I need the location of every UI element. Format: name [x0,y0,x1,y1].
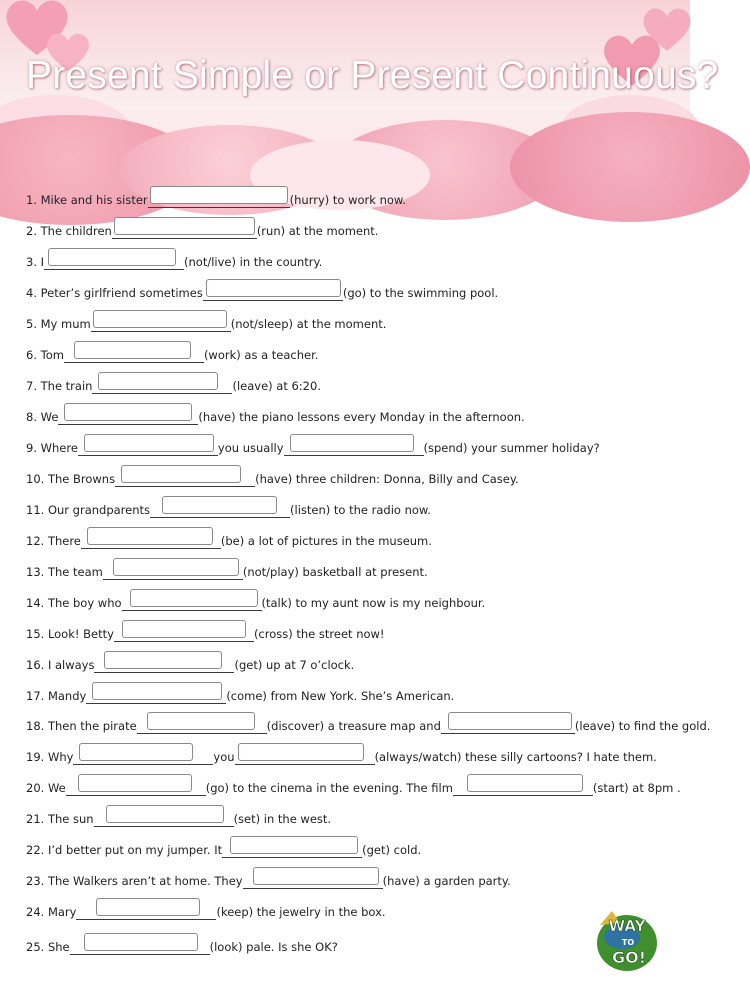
exercise-row [26,310,386,332]
exercise-row [26,836,421,858]
exercise-text: 18. Then the pirate [26,719,137,733]
exercise-text: 21. The sun [26,812,94,826]
exercise-row [26,620,385,642]
exercise-text: (talk) to my aunt now is my neighbour. [261,596,486,610]
answer-blank [112,217,257,239]
exercise-text: 13. The team [26,565,103,579]
answer-input[interactable] [79,743,193,761]
exercise-text: (always/watch) these silly cartoons? I hate them. [374,750,657,764]
exercise-text: 14. The boy who [26,596,122,610]
exercise-text: 1. Mike and his sister [26,193,148,207]
logo-text: GO! [611,948,647,967]
exercise-text: (keep) the jewelry in the box. [216,905,386,919]
exercise-row [26,279,498,301]
answer-input[interactable] [84,933,198,951]
exercise-text: (spend) your summer holiday? [423,441,600,455]
way-to-go-logo [592,905,662,975]
exercise-text: 3. I [26,255,45,269]
exercise-text: 23. The Walkers aren’t at home. They [26,874,243,888]
answer-blank [64,341,204,363]
exercise-text: 5. My mum [26,317,91,331]
answer-input[interactable] [206,279,341,297]
exercise-row [26,867,511,889]
answer-input[interactable] [253,867,379,885]
answer-blank [44,248,184,270]
exercise-text: (get) cold. [362,843,422,857]
exercise-text: you [213,750,235,764]
exercise-text: 11. Our grandparents [26,503,151,517]
exercise-text: 17. Mandy [26,689,87,703]
logo-text: TO [621,938,635,947]
exercise-row [26,217,378,239]
exercise-text: 19. Why [26,750,74,764]
answer-blank [94,651,234,673]
exercise-text: (get) up at 7 o’clock. [234,658,355,672]
answer-blank [78,434,218,456]
answer-input[interactable] [238,743,364,761]
exercise-text: (leave) at 6:20. [232,379,321,393]
answer-input[interactable] [74,341,191,359]
answer-input[interactable] [467,774,583,792]
exercise-row [26,933,338,955]
answer-blank [284,434,424,456]
exercise-row [26,496,431,518]
answer-blank [58,403,198,425]
answer-blank [114,620,254,642]
exercise-text: (have) three children: Donna, Billy and Casey. [255,472,519,486]
answer-blank [150,496,290,518]
exercise-text: 9. Where [26,441,78,455]
exercise-row [26,651,354,673]
exercise-text: (go) to the swimming pool. [342,286,499,300]
answer-input[interactable] [150,186,288,204]
answer-blank [441,712,575,734]
header-banner [0,0,719,174]
exercise-text: 16. I always [26,658,95,672]
exercise-text: 6. Tom [26,348,64,362]
answer-input[interactable] [122,620,246,638]
answer-blank [73,743,213,765]
exercise-text: (set) in the west. [233,812,332,826]
answer-input[interactable] [93,310,227,328]
exercise-text: (listen) to the radio now. [290,503,431,517]
answer-input[interactable] [147,712,255,730]
answer-input[interactable] [130,589,258,607]
exercise-text: (cross) the street now! [253,627,385,641]
exercise-text: (hurry) to work now. [289,193,406,207]
heart-balloon-icon [640,4,694,54]
answer-blank [94,805,234,827]
exercise-row [26,341,318,363]
answer-blank [453,774,593,796]
answer-blank [243,867,383,889]
exercise-text: (discover) a treasure map and [266,719,441,733]
exercise-text: (go) to the cinema in the evening. The film [205,781,453,795]
exercise-row [26,898,386,920]
answer-blank [66,774,206,796]
exercise-row [26,248,322,270]
exercise-row [26,805,331,827]
exercise-text: (leave) to find the gold. [574,719,711,733]
exercise-text: 4. Peter’s girlfriend sometimes [26,286,203,300]
exercise-text: (have) the piano lessons every Monday in the afternoon. [198,410,525,424]
exercise-text: 10. The Browns [26,472,116,486]
exercise-text: 8. We [26,410,59,424]
exercise-text: (look) pale. Is she OK? [209,940,338,954]
exercise-text: 20. We [26,781,66,795]
answer-input[interactable] [290,434,414,452]
answer-input[interactable] [448,712,572,730]
exercise-row [26,774,681,796]
exercise-row [26,743,657,765]
answer-blank [92,372,232,394]
answer-input[interactable] [48,248,176,266]
answer-blank [148,186,290,208]
answer-input[interactable] [113,558,239,576]
exercise-text: (not/live) in the country. [184,255,323,269]
answer-blank [235,743,375,765]
exercise-text: (not/play) basketball at present. [242,565,428,579]
answer-blank [103,558,243,580]
exercise-row [26,434,600,456]
answer-blank [222,836,362,858]
exercise-text: (have) a garden party. [382,874,511,888]
exercise-row [26,186,406,208]
exercise-text: 25. She [26,940,70,954]
exercise-text: 24. Mary [26,905,77,919]
answer-blank [70,933,210,955]
answer-blank [86,682,226,704]
exercise-row [26,589,485,611]
exercise-text: 2. The children [26,224,112,238]
exercise-text: 7. The train [26,379,93,393]
answer-input[interactable] [92,682,222,700]
answer-blank [122,589,262,611]
exercise-text: you usually [217,441,284,455]
answer-input[interactable] [121,465,241,483]
exercise-row [26,372,321,394]
answer-input[interactable] [64,403,192,421]
logo-text: WAY [608,917,646,935]
answer-input[interactable] [162,496,277,514]
answer-input[interactable] [78,774,192,792]
answer-blank [115,465,255,487]
answer-blank [91,310,231,332]
answer-input[interactable] [230,836,358,854]
answer-blank [137,712,267,734]
answer-blank [81,527,221,549]
exercise-row [26,682,454,704]
answer-input[interactable] [96,898,200,916]
exercise-text: (be) a lot of pictures in the museum. [220,534,432,548]
exercise-text: (not/sleep) at the moment. [230,317,387,331]
answer-blank [203,279,343,301]
answer-input[interactable] [114,217,255,235]
answer-input[interactable] [106,805,224,823]
exercise-row [26,403,525,425]
exercise-text: (run) at the moment. [256,224,379,238]
exercise-text: 12. There [26,534,81,548]
exercise-text: (start) at 8pm . [592,781,681,795]
exercise-text: (come) from New York. She’s American. [226,689,455,703]
exercise-text: 22. I’d better put on my jumper. It [26,843,223,857]
answer-input[interactable] [98,372,218,390]
answer-blank [76,898,216,920]
exercise-text: 15. Look! Betty [26,627,114,641]
answer-input[interactable] [84,434,214,452]
answer-input[interactable] [104,651,222,669]
exercise-row [26,527,432,549]
banner-cloud [510,112,750,222]
worksheet-title: Present Simple or Present Continuous? [26,54,719,97]
exercise-row [26,558,428,580]
exercise-text: (work) as a teacher. [203,348,319,362]
answer-input[interactable] [87,527,213,545]
exercise-row [26,712,710,734]
exercise-row [26,465,519,487]
